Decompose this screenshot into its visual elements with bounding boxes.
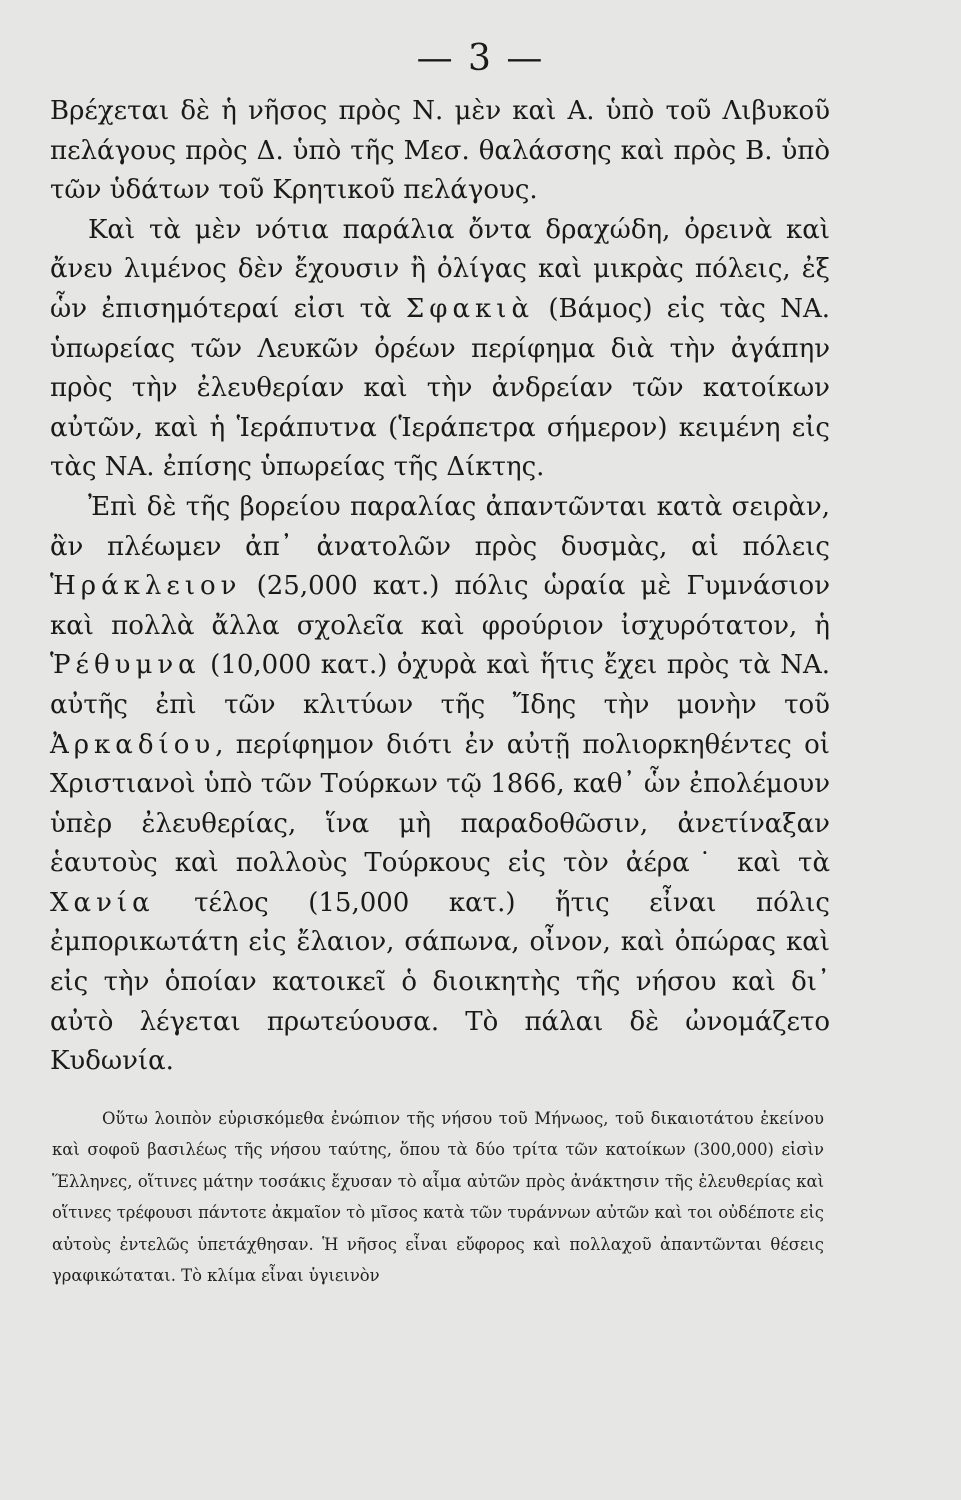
paragraph-2-part-a: Καὶ τὰ μὲν νότια παράλια ὄντα δραχώδη, ὀρεινὰ καὶ ἄνευ λιμένος δὲν ἔχουσιν ἢ ὀλίγας καὶ μικρὰς πόλεις, ἐξ ὧν ἐπισημότεραί εἰσι τὰ [50, 214, 830, 324]
place-name-arkadiou: Ἀρκαδίου [50, 729, 216, 760]
paragraph-1: Βρέχεται δὲ ἡ νῆσος πρὸς Ν. μὲν καὶ Α. ὑπὸ τοῦ Λιβυκοῦ πελάγους πρὸς Δ. ὑπὸ τῆς Μεσ. θαλάσσης καὶ πρὸς Β. ὑπὸ τῶν ὑδάτων τοῦ Κρητικοῦ πελάγους. [50, 96, 830, 206]
paragraph-2 [50, 211, 830, 488]
page-number: — 3 — [416, 38, 545, 79]
paragraph-2-part-b: (Βάμος) εἰς τὰς ΝΑ. ὑπωρείας τῶν Λευκῶν ὀρέων περίφημα διὰ τὴν ἀγάπην πρὸς τὴν ἐλευθερίαν καὶ τὴν ἀνδρείαν τῶν κατοίκων αὐτῶν, καὶ ἡ Ἱεράπυτνα (Ἱεράπετρα σήμερον) κειμένη εἰς τὰς ΝΑ. ἐπίσης ὑπωρείας τῆς Δίκτης. [50, 293, 830, 483]
place-name-rethymna: Ῥέθυμνα [50, 650, 201, 681]
footnote [52, 1103, 824, 1291]
footnote-text: Οὕτω λοιπὸν εὑρισκόμεθα ἐνώπιον τῆς νήσου τοῦ Μήνωος, τοῦ δικαιοτάτου ἐκείνου καὶ σοφοῦ βασιλέως τῆς νήσου ταύτης, ὅπου τὰ δύο τρίτα τῶν κατοίκων (300,000) εἰσὶν Ἕλληνες, οἵτινες μάτην τοσάκις ἔχυσαν τὸ αἷμα αὐτῶν πρὸς ἀνάκτησιν τῆς ἐλευθερίας καὶ οἵτινες τρέφουσι πάντοτε ἀκμαῖον τὸ μῖσος κατὰ τῶν τυράννων αὐτῶν καὶ τοι οὐδέποτε εἰς αὐτοὺς ἐντελῶς ὑπετάχθησαν. Ἡ νῆσος εἶναι εὔφορος καὶ πολλαχοῦ ἀπαντῶνται θέσεις γραφικώταται. Τὸ κλίμα εἶναι ὑγιεινὸν [52, 1109, 824, 1286]
paragraph-3-part-c: (10,000 κατ.) ὀχυρὰ καὶ ἥτις ἔχει πρὸς τὰ ΝΑ. αὐτῆς ἐπὶ τῶν κλιτύων τῆς Ἴδης τὴν μονὴν τοῦ [50, 650, 830, 720]
paragraph-3-part-e: τέλος (15,000 κατ.) ἥτις εἶναι πόλις ἐμπορικωτάτη εἰς ἔλαιον, σάπωνα, οἶνον, καὶ ὀπώρας καὶ εἰς τὴν ὁποίαν κατοικεῖ ὁ διοικητὴς τῆς νήσου καὶ δι᾽ αὐτὸ λέγεται πρωτεύουσα. Τὸ πάλαι δὲ ὠνομάζετο Κυδωνία. [50, 887, 830, 1077]
paragraph-3 [50, 488, 830, 1082]
paragraph-3-part-d: , περίφημον διότι ἐν αὐτῇ πολιορκηθέντες οἱ Χριστιανοὶ ὑπὸ τῶν Τούρκων τῷ 1866, καθ᾽ ὧν ἐπολέμουν ὑπὲρ ἐλευθερίας, ἵνα μὴ παραδοθῶσιν, ἀνετίναξαν ἑαυτοὺς καὶ πολλοὺς Τούρκους εἰς τὸν ἀέρα˙ καὶ τὰ [50, 729, 830, 879]
main-text [50, 92, 830, 1082]
place-name-herakleion: Ἡράκλειον [50, 571, 242, 602]
paragraph-3-part-a: Ἐπὶ δὲ τῆς βορείου παραλίας ἀπαντῶνται κατὰ σειρὰν, ἂν πλέωμεν ἀπ᾽ ἀνατολῶν πρὸς δυσμὰς, αἱ πόλεις [50, 491, 830, 562]
paragraph-3-part-b: (25,000 κατ.) πόλις ὡραία μὲ Γυμνάσιον καὶ πολλὰ ἄλλα σχολεῖα καὶ φρούριον ἰσχυρότατον, ἡ [50, 571, 830, 641]
place-name-chania: Χανία [50, 887, 155, 918]
place-name-sfakia: Σφακιὰ [405, 293, 535, 324]
